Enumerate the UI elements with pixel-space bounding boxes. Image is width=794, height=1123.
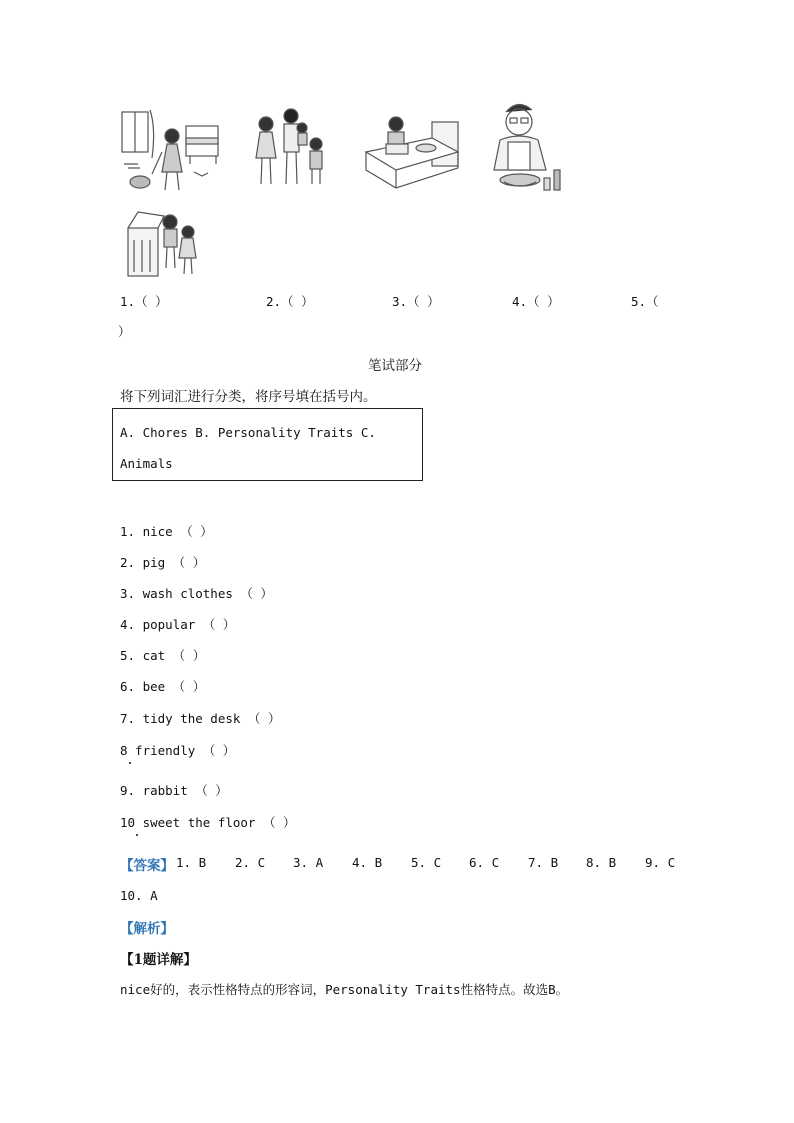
options-line-1: A. Chores B. Personality Traits C. <box>120 425 376 440</box>
question-8-dot <box>129 762 131 764</box>
answer-item-7: 7. B <box>528 855 559 870</box>
answer-item-2: 2. C <box>235 855 266 870</box>
question-3: 3. wash clothes （ ） <box>120 586 273 601</box>
detail-text: nice好的，表示性格特点的形容词，Personality Traits性格特点。故选B。 <box>120 982 569 997</box>
listening-blank-2: 2.（ ） <box>266 294 314 309</box>
sweep-floor-picture <box>120 108 222 198</box>
question-7: 7. tidy the desk （ ） <box>120 711 281 726</box>
analysis-label: 【解析】 <box>120 921 174 937</box>
cook-picture <box>490 98 568 196</box>
question-4: 4. popular （ ） <box>120 617 236 632</box>
listening-blank-1: 1.（ ） <box>120 294 168 309</box>
question-9: 9. rabbit （ ） <box>120 783 228 798</box>
question-6: 6. bee （ ） <box>120 679 206 694</box>
answer-item-10: 10. A <box>120 888 158 903</box>
family-picture <box>246 106 342 190</box>
section-title: 笔试部分 <box>368 358 422 374</box>
instruction: 将下列词汇进行分类，将序号填在括号内。 <box>120 389 377 405</box>
question-1: 1. nice （ ） <box>120 524 213 539</box>
question-8: 8 friendly （ ） <box>120 743 236 758</box>
answer-label: 【答案】 <box>120 858 174 874</box>
question-10-dot <box>136 834 138 836</box>
question-5: 5. cat （ ） <box>120 648 206 663</box>
answer-item-1: 1. B <box>176 855 207 870</box>
listening-blank-3: 3.（ ） <box>392 294 440 309</box>
listening-blank-4: 4.（ ） <box>512 294 560 309</box>
listening-blank-5-close: ） <box>118 324 131 339</box>
detail-label: 【1题详解】 <box>120 952 197 968</box>
listening-blank-5: 5.（ <box>631 294 659 309</box>
answer-item-4: 4. B <box>352 855 383 870</box>
answer-item-5: 5. C <box>411 855 442 870</box>
answer-item-8: 8. B <box>586 855 617 870</box>
wash-clothes-picture <box>124 206 204 282</box>
answer-item-3: 3. A <box>293 855 324 870</box>
options-line-2: Animals <box>120 456 173 471</box>
options-box <box>112 408 423 481</box>
make-bed-picture <box>360 112 464 190</box>
answer-item-9: 9. C <box>645 855 676 870</box>
answer-item-6: 6. C <box>469 855 500 870</box>
question-10: 10 sweet the floor （ ） <box>120 815 296 830</box>
question-2: 2. pig （ ） <box>120 555 206 570</box>
